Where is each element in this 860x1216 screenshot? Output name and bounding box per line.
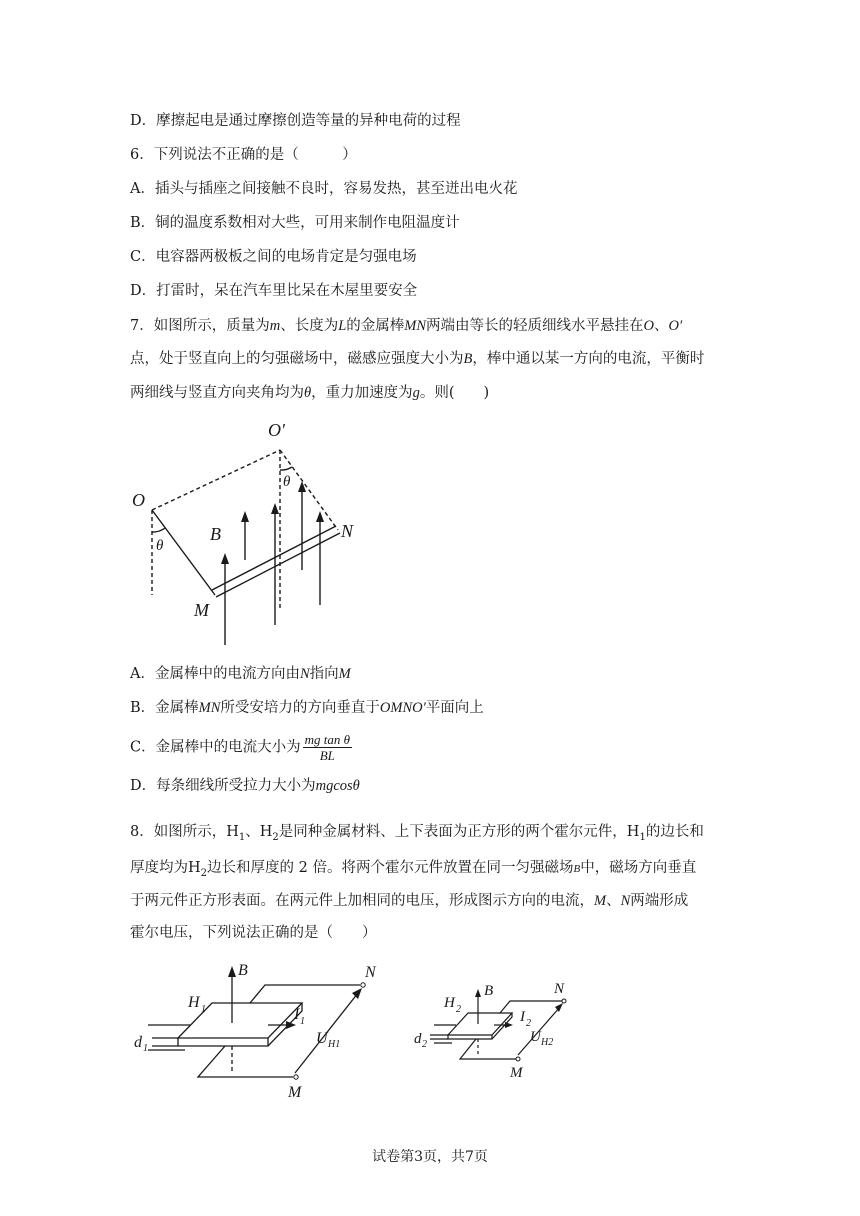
q8-fig1-label-i: I <box>294 1006 300 1023</box>
svg-text:2: 2 <box>422 1039 427 1050</box>
q8-fig2-label-i: I <box>520 1009 525 1025</box>
q6-option-a: A．插头与插座之间接触不良时，容易发热，甚至迸出电火花 <box>130 181 518 197</box>
q7-figure <box>120 410 380 650</box>
svg-text:H2: H2 <box>541 1037 554 1048</box>
q8-figure-h1 <box>130 955 390 1115</box>
q8-fig1-label-h: H <box>188 994 200 1011</box>
q8-fig2-label-h: H <box>444 995 455 1011</box>
svg-text:2: 2 <box>456 1004 461 1015</box>
q7-option-d: D．每条细线所受拉力大小为mgcosθ <box>130 778 360 794</box>
q8-fig1-label-d: d <box>134 1034 142 1051</box>
q8-fig1-label-u: U <box>316 1030 328 1047</box>
page-footer: 试卷第3页，共7页 <box>372 1149 488 1165</box>
q7-option-c: C．金属棒中的电流大小为 $\frac{\text{mg tan θ}}{BL}$ <box>130 732 350 763</box>
q7-stem-line3: 两细线与竖直方向夹角均为θ，重力加速度为g。则( ) <box>130 385 490 401</box>
q8-fig1-label-b: B <box>238 962 248 979</box>
q8-stem-line2: 厚度均为$H_2$边长和厚度的 2 倍。将两个霍尔元件放置在同一匀强磁场B中，磁场方向垂直 <box>130 860 697 879</box>
q7-fraction: $\frac{\text{mg tan θ}}{BL}$ <box>304 732 350 763</box>
svg-text:1: 1 <box>143 1043 148 1054</box>
q8-figure-h2 <box>412 965 592 1105</box>
q7-label-theta-2: θ <box>283 474 291 490</box>
q5-option-d: D．摩擦起电是通过摩擦创造等量的异种电荷的过程 <box>130 113 461 129</box>
svg-text:1: 1 <box>300 1016 305 1027</box>
q8-fig1-label-m: M <box>288 1084 302 1101</box>
q7-option-a: A．金属棒中的电流方向由N指向M <box>130 666 351 682</box>
q8-fig2-label-m: M <box>510 1065 523 1081</box>
q7-stem-line1: 7．如图所示，质量为m、长度为L的金属棒MN两端由等长的轻质细线水平悬挂在O、O′ <box>130 318 683 334</box>
q7-label-o: O <box>132 490 145 510</box>
q7-label-o-prime: O′ <box>268 420 285 440</box>
q6-option-d: D．打雷时，呆在汽车里比呆在木屋里要安全 <box>130 283 418 299</box>
q8-fig2-label-d: d <box>414 1031 422 1047</box>
q8-fig2-label-b: B <box>484 983 494 999</box>
q7-label-theta-1: θ <box>156 538 164 554</box>
q8-fig2-label-u: U <box>530 1029 541 1045</box>
q6-stem: 6．下列说法不正确的是（ ） <box>130 147 357 163</box>
q7-label-b: B <box>210 524 221 544</box>
q7-label-m: M <box>194 600 209 620</box>
q6-option-c: C．电容器两极板之间的电场肯定是匀强电场 <box>130 249 417 265</box>
svg-text:1: 1 <box>201 1004 206 1015</box>
q7-option-b: B．金属棒MN所受安培力的方向垂直于OMNO′平面向上 <box>130 700 484 716</box>
q7-stem-line2: 点，处于竖直向上的匀强磁场中，磁感应强度大小为B，棒中通以某一方向的电流，平衡时 <box>130 351 705 367</box>
svg-text:H1: H1 <box>328 1039 341 1050</box>
q8-fig1-label-n: N <box>365 964 376 981</box>
svg-text:2: 2 <box>526 1018 531 1029</box>
q8-fig2-label-n: N <box>554 981 565 997</box>
q6-option-b: B．铜的温度系数相对大些，可用来制作电阻温度计 <box>130 215 460 231</box>
q8-stem-line4: 霍尔电压，下列说法正确的是（ ） <box>130 925 377 941</box>
q8-stem-line3: 于两元件正方形表面。在两元件上加相同的电压，形成图示方向的电流，M、N两端形成 <box>130 893 689 909</box>
q7-label-n: N <box>341 521 354 541</box>
q8-stem-line1: 8．如图所示，$H_1$、$H_2$是同种金属材料、上下表面为正方形的两个霍尔元件，$H_1$的边长和 <box>130 824 704 843</box>
